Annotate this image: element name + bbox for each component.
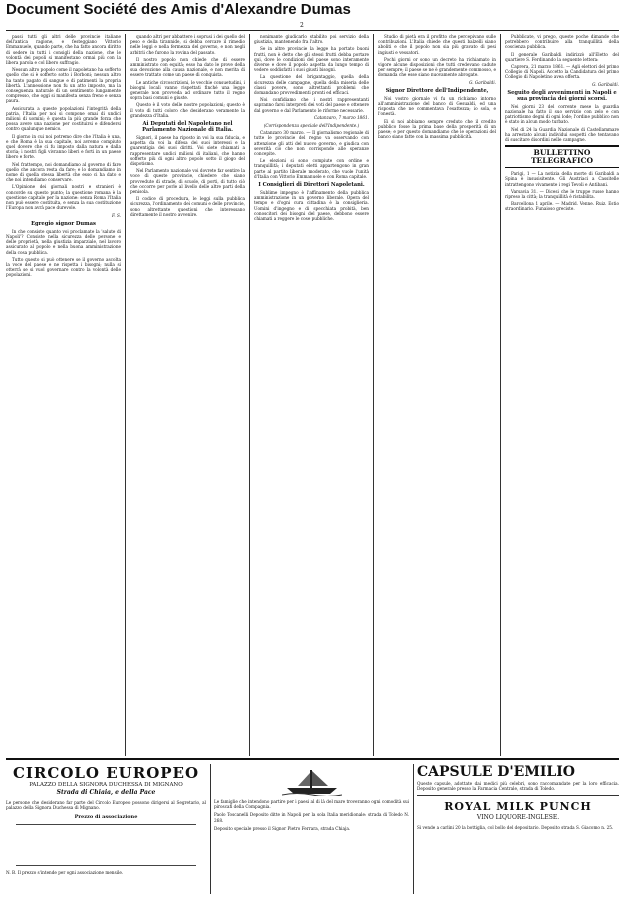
column-3-paragraph: Se in altre provincie la legge ha portato buoni frutti, non è detto che gli stessi frutti debba portare qui, dove le condizioni del paese sono interamente diverse e dove il popolo aspetta da lungo tempo di vedere soddisfatti i suoi giusti bisogni. bbox=[254, 46, 369, 73]
ad-ship-line: Paolo Toscanelli Deposito ditte in Napoli per la sola Italia meridionale: strada di Toledo N. 268. bbox=[214, 812, 409, 823]
column-3-paragraph: Catanzaro 30 marzo. — Il giornalismo regionale di tutte le provincie del regno va osservando con attenzione gli atti del nuovo governo, e giudica con severità ciò che non corrisponde alle speranze concepite. bbox=[254, 130, 369, 157]
column-2-heading: Ai Deputati del Napoletano nel Parlamento Nazionale di Italia. bbox=[142, 121, 233, 134]
ad-circolo-address: Strada di Chiaia, e della Pace bbox=[56, 789, 156, 796]
ad-divider bbox=[413, 764, 414, 894]
bulletin-title: BULLETTINO TELEGRAFICO bbox=[530, 148, 594, 166]
column-3-paragraph: Sublime impegno è l'affinamento della pubblica amministrazione in un governo liberale. Opera del tempo e d'ogni cura cittadina è la consiglieria. Uomini d'ingegno e di specchiata probità, ben conoscitori dei bisogni del paese, debbono essere chiamati a reggere le cose pubbliche. bbox=[254, 190, 369, 222]
ad-capsule bbox=[417, 764, 619, 896]
column-5-paragraph: Nel di 24 la Guardia Nazionale di Castellammare ha arrestato alcuni individui sospetti che tentavano di suscitare disordini nelle campagne. bbox=[505, 126, 619, 143]
column-1-paragraph: Nel frattempo, noi domandiamo al governo di fare quello che ancora resta da fare; e lo domandiamo in nome di quella stessa libertà che esso ci ha dato e che noi intendiamo conservare. bbox=[6, 161, 121, 183]
bulletin-item: Parigi, 1 — La notizia della morte di Garibaldi a Spina è insusisitente. Gli Austriaci a Cassitelle intrattengono vivamente i regi Tevoli e Antibani. bbox=[505, 171, 619, 187]
column-5-signature: G. Garibaldi. bbox=[592, 81, 619, 87]
column-divider bbox=[249, 34, 250, 756]
column-3-paragraph: La questione del brigantaggio, quella della sicurezza delle campagne, quella della miseria delle classi povere, sono altrettanti problemi che domandano provvedimenti pronti ed efficaci. bbox=[254, 74, 369, 96]
column-5-paragraph: Pubblicate, vi prego, queste poche dimande che potrebbero contribuire alla tranquillità della coscienza pubblica. bbox=[505, 34, 619, 50]
column-5-paragraph: Il generale Garibaldi indirizzò all'Eletto del quartiere S. Ferdinando la seguente lettera: bbox=[505, 51, 619, 62]
column-4-paragraph: Pochi giorni or sono un decreto ha richiamato in vigore alcune disposizioni che tutti credevano cadute per sempre; il paese se ne è grandemente commosso, e domanda che esse siano nuovamente abrogate. bbox=[378, 56, 496, 78]
column-5-paragraph: Caprera, 21 marzo 1861. — Agli elettori del primo Collegio di Napoli. Accetto la Candidatura del primo Collegio di Napoletino avea offerta. bbox=[505, 64, 619, 80]
column-4-signature: G. Garibaldi. bbox=[469, 79, 496, 85]
banner: Document Société des Amis d'Alexandre Dumas bbox=[6, 1, 351, 18]
column-divider bbox=[373, 34, 374, 756]
column-3-subtitle: (Corrispondenza speciale dell'Indipendente.) bbox=[263, 123, 360, 129]
column-divider bbox=[125, 34, 126, 756]
ad-punch-subtitle: VINO LIQUORE-INGLESE. bbox=[476, 814, 560, 822]
column-1-paragraph: passi tutti gli altri delle provincie italiane dell'antica ragione, e festeggiano Vittorio Emmanuele, quando parte, che ha fatto ancora diritto di sedere in tutti i consigli della nazione, che le volontà dei popoli si manifestano ormai più con la libera parola e col libero suffragio. bbox=[6, 34, 121, 66]
column-2-paragraph: quando altri per abbattere i soprusi i dei quello del peso e della tirannide, si debba cercare il rimedio nelle leggi e nella fermezza del governo, e non negli arbitrii che furono la rovina del passato. bbox=[130, 34, 245, 55]
ad-circolo-prices-label: Prezzo di associazione bbox=[74, 814, 138, 821]
column-4-paragraph: Noi vostro giornale vi fu un richiamo intorno all'amministrazione del banco di Gesualdi, ed una risposta che ne commentava l'esattezza; io sola, e l'onestà. bbox=[378, 95, 496, 117]
column-3-heading: I Consiglieri di Direttori Napoletani. bbox=[258, 182, 365, 189]
column-4-paragraph: Ei sì noi abbiamo sempre creduto che il credito pubblico fosse la prima base della prosperità di un paese; e per questo domandiamo che le operazioni del banco siano fatte con la massima pubblicità. bbox=[378, 118, 496, 140]
column-2-paragraph: Questo è il voto delle nostre popolazioni; questo è il voto di tutti coloro che desiderano veramente la grandezza d'Italia. bbox=[130, 102, 245, 118]
column-1 bbox=[6, 34, 121, 756]
column-2-paragraph: Nel Parlamento nazionale voi dovrete far sentire la voce di queste provincie, chiedere che siano provvedute di strade, di scuole, di porti, di tutto ciò che occorre per porle al livello delle altre parti della penisola. bbox=[130, 168, 245, 195]
column-3-paragraph: Le elezioni si sono compiute con ordine e tranquillità; i deputati eletti appartengono in gran parte al partito liberale moderato, che vuole l'unità d'Italia con Vittorio Emmanuele e con Roma capitale. bbox=[254, 158, 369, 179]
column-2-paragraph: Il codice di procedura, le leggi sulla pubblica sicurezza, l'ordinamento dei comuni e delle provincie, sono altrettante questioni che interessano direttamente il nostro avvenire. bbox=[130, 196, 245, 217]
column-5 bbox=[505, 34, 619, 756]
newspaper-page bbox=[0, 22, 625, 900]
column-3-paragraph: Noi confidiamo che i nostri rappresentanti sapranno farsi interpreti dei voti del paese e ottenere dal governo e dal Parlamento le riforme necessarie. bbox=[254, 97, 369, 113]
column-2 bbox=[130, 34, 245, 756]
column-3-signature: Catanzaro, 7 marzo 1861. bbox=[314, 114, 369, 120]
top-rule bbox=[6, 30, 619, 31]
column-3-paragraph: nonimante giudicarlo stabilito poi servizio della giustizia, mantenendo fra l'altro. bbox=[254, 34, 369, 45]
ad-circolo-footer: N. B. Il prezzo s'intende per ogni associazione mensile. bbox=[6, 870, 124, 876]
ad-capsule-body: Queste capsule, adottate dai medici più celebri, sono raccomandate per la loro efficacia. Deposito generale presso la Farmacia Centrale, strada di Toledo. bbox=[417, 781, 619, 792]
ad-circolo-price-table bbox=[16, 824, 196, 866]
column-1-paragraph: Nessun altro popolo come il napoletano ha sofferto quello che si è sofferto sotto i Borboni; nessun altro ha tanto pagato di sangue e di patimenti la propria libertà. L'annessione non fu un atto imposto, ma la conseguenza naturale di un sentimento lungamente compresso, che oggi si manifesta senza freno e senza paura. bbox=[6, 67, 121, 104]
ad-capsule-title: CAPSULE D'EMILIO bbox=[417, 764, 575, 780]
ad-ship-line: Deposito speciale presso il Signor Pietro Ferrara, strada Chiaja. bbox=[214, 825, 351, 831]
column-2-paragraph: Le antiche circoscrizioni, le vecchie consuetudini, i bisogni locali vanno rispettati finché una legge generale non provveda ad ordinare tutto il regno sopra basi comuni e giuste. bbox=[130, 79, 245, 101]
column-1-paragraph: Assicurata a queste popolazioni l'integrità della patria, l'Italia per noi si compone omai di undici milioni di uomini; è questa la più grande forza che possa avere una nazione per costituirsi e difendersi contro qualunque nemico. bbox=[6, 105, 121, 132]
ad-ship-line: Le famiglie che intendono partire per i paesi al di là del mare troveranno ogni comodità sui piroscafi della Compagnia. bbox=[214, 799, 409, 810]
advertisements bbox=[6, 758, 619, 900]
ad-ship bbox=[214, 764, 409, 896]
column-1-heading: Egregio signor Dumas bbox=[31, 220, 96, 227]
column-divider bbox=[500, 34, 501, 756]
ship-engraving-icon bbox=[282, 766, 342, 796]
column-1-paragraph: Il giorno in cui noi potremo dire che l'Italia è una, e che Roma è la sua capitale, noi avremo compiuto quel dovere che ci fu imposto dalla natura e dalla storia; i nostri figli vivranno liberi e forti in un paese libero e forte. bbox=[6, 133, 121, 160]
column-1-signature: F. S. bbox=[112, 212, 121, 218]
column-4-heading: Signor Direttore dell'Indipendente, bbox=[385, 87, 489, 94]
column-5-paragraph: Nei giorni 23 del corrente mese la guardia nazionale ha fatto il suo servizio con zelo e con patriottismo degni di ogni lode; l'ordine pubblico non è stato in alcun modo turbato. bbox=[505, 103, 619, 125]
ad-circolo-subtitle: PALAZZO DELLA SIGNORA DUCHESSA DI MIGNANO bbox=[29, 782, 183, 788]
ad-divider bbox=[210, 764, 211, 894]
column-2-paragraph: Signori, il paese ha riposto in voi la sua fiducia, e aspetta da voi la difesa dei suoi interessi e la guarentigia dei suoi diritti. Voi siete chiamati a rappresentare undici milioni di italiani, che hanno sofferto più di ogni altro popolo sotto il giogo del dispotismo. bbox=[130, 135, 245, 167]
ad-rule bbox=[417, 795, 619, 796]
column-2-paragraph: Il nostro popolo non chiede che di essere amministrato con equità; esso ha dato le prove della sua devozione alla causa nazionale, e non merita di essere trattato come un paese di conquista. bbox=[130, 56, 245, 78]
column-1-paragraph: L'Opinione dei giornali nostri e stranieri è concorde su questo punto; la questione romana è la questione capitale per la nazione: senza Roma l'Italia non può essere costituita, e senza la sua costituzione l'Europa non avrà pace durevole. bbox=[6, 184, 121, 211]
bulletin-item: Varsavia 31. — Dicesi che le truppe russe hanno ripreso la città; la tranquillità è ristabilita. bbox=[505, 188, 619, 200]
column-4-paragraph: Studio di pietà era il profitto che percepivano sulle contribuzioni. L'Italia chiede che questi balzelli siano aboliti e che il popolo non sia più gravato di pesi ingiusti e vessatori. bbox=[378, 34, 496, 55]
column-5-heading: Seguito degli avvenimenti in Napoli e sua provincia dei giorni scorsi. bbox=[507, 89, 617, 102]
page-number: 2 bbox=[300, 22, 304, 29]
ad-punch-body: Si vende a carlini 20 la bottiglia, col bollo del depositario. Deposito strada S. Giacomo n. 25. bbox=[417, 825, 614, 831]
ad-circolo-title: CIRCOLO EUROPEO bbox=[12, 764, 200, 782]
ad-circolo-body: Le persone che desiderano far parte del Circolo Europeo possono dirigersi al Segretario, al palazzo della Signora Duchessa di Mignano. bbox=[6, 800, 206, 811]
column-4 bbox=[378, 34, 496, 756]
bulletin-item: Barcellona 1 aprile. — Madrid. Venne. Ruiz. Estio straordinario. Funaioso greciste. bbox=[505, 201, 619, 212]
bulletin-header-box bbox=[505, 145, 619, 168]
ad-circolo-europeo bbox=[6, 764, 206, 896]
column-1-paragraph: Tutto questo si può ottenere se il governo ascolta la voce del paese e ne rispetta i bisogni; nulla si otterrà se si vuol governare contro la volontà delle popolazioni. bbox=[6, 256, 121, 278]
column-1-paragraph: In che consiste quanto voi proclamate la 'salute di Napoli'? Consiste nella sicurezza delle persone e delle proprietà, nella giustizia imparziale, nel lavoro assicurato al popolo e nella buona amministrazione della cosa pubblica. bbox=[6, 228, 121, 255]
column-3 bbox=[254, 34, 369, 756]
ad-punch-title: ROYAL MILK PUNCH bbox=[444, 800, 592, 814]
